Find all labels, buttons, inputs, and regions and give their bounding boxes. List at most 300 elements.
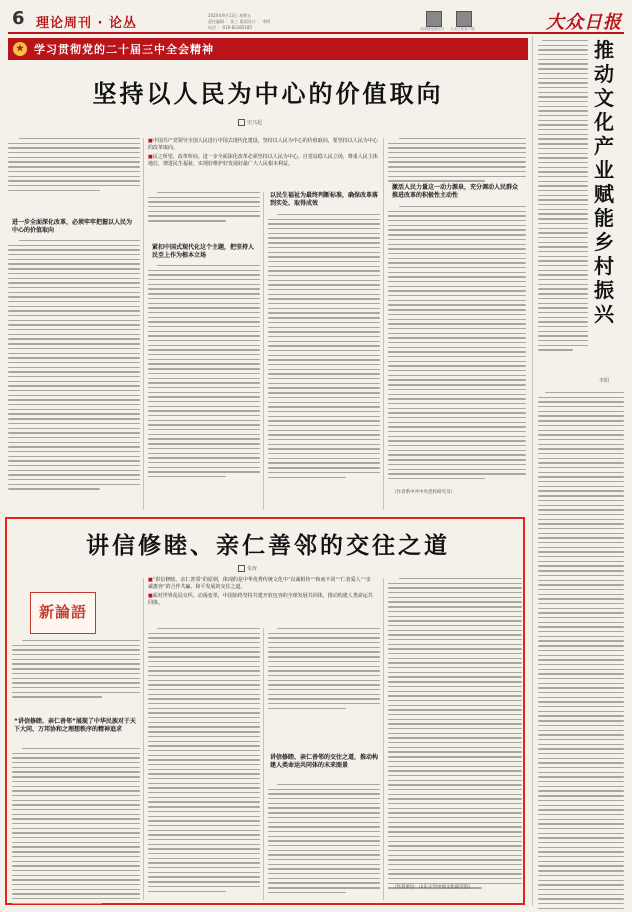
body-text-line: [538, 645, 624, 646]
body-text-line: [8, 296, 140, 297]
body-text-line: [388, 431, 526, 432]
body-text-line: [388, 859, 522, 860]
body-text-line: [538, 715, 624, 716]
body-text-line: [268, 252, 380, 253]
body-text-line: [538, 171, 588, 172]
body-text-line: [538, 589, 624, 590]
body-text-line: [148, 806, 260, 807]
body-text-line: [268, 467, 380, 468]
body-text-line: [8, 301, 140, 302]
body-text-line: [388, 225, 526, 226]
article2-title: 讲信修睦、亲仁善邻的交往之道: [86, 533, 450, 559]
body-text-line: [538, 608, 624, 609]
body-text-line: [388, 592, 522, 593]
body-text-line: [538, 814, 624, 815]
body-text-line: [268, 878, 380, 879]
body-text-line: [388, 616, 522, 617]
body-text-line: [268, 378, 380, 379]
body-text-line: [268, 798, 380, 799]
body-text-line: [268, 425, 380, 426]
body-text-line: [538, 411, 624, 412]
body-text-line: [148, 726, 260, 727]
body-text-line: [538, 157, 588, 158]
body-text-line: [388, 166, 526, 167]
body-text-line: [388, 319, 526, 320]
body-text-line: [268, 327, 380, 328]
body-text-line: [148, 867, 260, 868]
body-text-line: [388, 601, 522, 602]
body-text-line: [12, 692, 140, 693]
body-text-line: [148, 708, 260, 709]
body-text-line: [12, 687, 140, 688]
body-text-line: [12, 663, 140, 664]
body-text-line: [268, 703, 380, 704]
body-text-line: [268, 453, 380, 454]
body-text-line: [538, 101, 588, 102]
body-text-line: [538, 612, 624, 613]
body-text-line: [538, 659, 624, 660]
column-divider: [143, 578, 144, 900]
body-text-line: [148, 731, 260, 732]
column-divider: [383, 578, 384, 900]
body-text-line: [148, 684, 260, 685]
body-text-line: [399, 138, 526, 139]
body-text-line: [268, 807, 380, 808]
byline-box-icon: [238, 119, 245, 126]
body-text-line: [148, 392, 260, 393]
body-text-line: [388, 403, 526, 404]
body-text-line: [388, 789, 522, 790]
body-text-line: [388, 620, 522, 621]
body-text-line: [388, 176, 526, 177]
body-text-line: [388, 850, 522, 851]
body-text-line: [542, 40, 588, 41]
body-text-line: [538, 129, 588, 130]
body-text-line: [388, 370, 526, 371]
body-text-line: [268, 280, 380, 281]
body-text-line: [12, 814, 140, 815]
body-text-line: [148, 811, 260, 812]
body-text-line: [538, 870, 624, 871]
body-text-line: [538, 673, 624, 674]
body-text-line: [538, 861, 624, 862]
body-text-line: [268, 458, 380, 459]
body-text-line: [388, 389, 526, 390]
body-text-line: [538, 884, 624, 885]
body-text-line: [12, 889, 140, 890]
body-text-line: [148, 382, 260, 383]
body-text-line: [538, 650, 624, 651]
body-text-line: [538, 561, 624, 562]
body-text-line: [277, 628, 380, 629]
phone-line: 电话 ： 010-83185185: [208, 25, 252, 30]
body-text-line: [388, 625, 522, 626]
body-text-line: [388, 426, 526, 427]
body-text-line: [268, 256, 380, 257]
body-text-line: [268, 694, 380, 695]
body-text-line: [388, 705, 522, 706]
body-text-line: [148, 633, 260, 634]
body-text-line: [8, 460, 140, 461]
body-text-line: [12, 767, 140, 768]
body-text-line: [148, 373, 260, 374]
body-text-line: [268, 859, 380, 860]
body-text-line: [388, 333, 526, 334]
body-text-line: [538, 837, 624, 838]
body-text-line: [268, 298, 380, 299]
body-text-line: [538, 176, 588, 177]
body-text-line: [8, 249, 140, 250]
body-text-line: [538, 790, 624, 791]
body-text-line: [12, 757, 140, 758]
body-text-line: [148, 750, 260, 751]
body-text-line: [268, 303, 380, 304]
body-text-line: [538, 124, 588, 125]
body-text-line: [8, 385, 140, 386]
body-text-line: [538, 575, 624, 576]
column-divider: [383, 138, 384, 510]
body-text-line: [538, 148, 588, 149]
body-text-line: [268, 439, 380, 440]
body-text-line: [388, 634, 522, 635]
body-text-line: [268, 680, 380, 681]
body-text-line: [268, 233, 380, 234]
bullet-icon: ■: [148, 138, 153, 144]
body-text-line: [388, 733, 522, 734]
body-text-line: [8, 254, 140, 255]
body-text-line: [388, 878, 522, 879]
body-text-line: [8, 446, 140, 447]
body-text-line: [388, 375, 526, 376]
body-text-line: [148, 886, 260, 887]
body-text-line: [538, 819, 624, 820]
body-text-line: [148, 675, 260, 676]
body-text-line: [148, 312, 260, 313]
body-text-line: [538, 335, 588, 336]
body-text-line: [388, 314, 526, 315]
body-text-line: [538, 59, 588, 60]
body-text-line: [538, 312, 588, 313]
body-text-line: [388, 751, 522, 752]
article2-subhead-1: “讲信修睦、亲仁善邻”展现了中华民族对于天下大同、万邦协和之理想秩序的精神追求: [14, 718, 136, 733]
side-article-column-top: [538, 40, 588, 354]
body-text-line: [12, 846, 140, 847]
body-text-line: [8, 367, 140, 368]
body-text-line: [538, 256, 588, 257]
abstract-text: 民之所望，改革所向。进一步全面深化改革必须坚持以人民为中心，自觉站稳人民立场，尊重人民主体地位，增进民生福祉，实现好维护好发展好最广大人民根本利益。: [148, 154, 378, 167]
body-text-line: [268, 364, 380, 365]
body-text-line: [12, 861, 140, 862]
body-text-line: [538, 687, 624, 688]
body-text-line: [538, 734, 624, 735]
body-text-line: [538, 434, 624, 435]
body-text-line: [268, 237, 380, 238]
body-text-line: [538, 345, 588, 346]
body-text-line: [538, 683, 624, 684]
body-text-line: [148, 698, 260, 699]
body-text-line: [268, 661, 380, 662]
body-text-line: [538, 805, 624, 806]
body-text-line: [148, 467, 260, 468]
body-text-line: [388, 309, 526, 310]
column-divider: [263, 192, 264, 510]
body-text-line: [148, 694, 260, 695]
body-text-line: [388, 152, 526, 153]
body-text-line: [12, 649, 140, 650]
body-text-line: [148, 220, 226, 221]
body-text-line: [268, 402, 380, 403]
body-text-line: [538, 495, 624, 496]
body-text-line: [8, 306, 140, 307]
body-text-line: [538, 349, 573, 350]
body-text-line: [8, 315, 140, 316]
article2-author-note: （作者单位：山东大学中国文化研究院）: [392, 885, 473, 890]
body-text-line: [12, 823, 140, 824]
body-text-line: [538, 143, 588, 144]
editors-line: 责任编辑 ： 张三 版面设计 ： 李四: [208, 19, 271, 24]
body-text-line: [148, 778, 260, 779]
body-text-line: [388, 262, 526, 263]
article1-subhead-2: 紧扣中国式现代化这个主题，把坚持人民至上作为根本立场: [152, 244, 255, 259]
body-text-line: [268, 434, 380, 435]
body-text-line: [268, 873, 380, 874]
body-text-line: [538, 279, 588, 280]
body-text-line: [148, 862, 260, 863]
body-text-line: [538, 490, 624, 491]
body-text-line: [538, 856, 624, 857]
body-text-line: [538, 865, 624, 866]
body-text-line: [268, 666, 380, 667]
body-text-line: [268, 892, 346, 893]
abstract-paragraph: [148, 577, 374, 591]
body-text-line: [268, 826, 380, 827]
body-text-line: [538, 706, 624, 707]
body-text-line: [12, 884, 140, 885]
body-text-line: [388, 639, 522, 640]
body-text-line: [268, 312, 380, 313]
body-text-line: [388, 737, 522, 738]
body-text-line: [388, 695, 522, 696]
body-text-line: [148, 321, 260, 322]
body-text-line: [538, 486, 624, 487]
body-text-line: [8, 479, 140, 480]
body-text-line: [388, 408, 526, 409]
abstract-text: 中国共产党领导全国人民进行中国式现代化建设，坚持以人民为中心的价值取向，要坚持以人民为中心的改革取向。: [148, 138, 378, 151]
body-text-line: [388, 361, 526, 362]
body-text-line: [388, 281, 526, 282]
body-text-line: [538, 640, 624, 641]
body-text-line: [388, 469, 526, 470]
body-text-line: [268, 789, 380, 790]
body-text-line: [538, 711, 624, 712]
body-text-line: [388, 454, 526, 455]
body-text-line: [538, 213, 588, 214]
body-text-line: [538, 87, 588, 88]
body-text-line: [388, 775, 522, 776]
body-text-line: [268, 812, 380, 813]
body-text-line: [538, 720, 624, 721]
body-text-line: [148, 215, 260, 216]
body-text-line: [148, 317, 260, 318]
body-text-line: [538, 617, 624, 618]
body-text-line: [157, 265, 260, 266]
body-text-line: [268, 383, 380, 384]
body-text-line: [268, 651, 380, 652]
body-text-line: [538, 772, 624, 773]
body-text-line: [268, 392, 380, 393]
body-text-line: [388, 356, 526, 357]
body-text-line: [388, 272, 526, 273]
body-text-line: [538, 481, 624, 482]
body-text-line: [388, 384, 526, 385]
body-text-line: [148, 656, 260, 657]
body-text-line: [388, 295, 526, 296]
body-text-line: [8, 324, 140, 325]
body-text-line: [538, 317, 588, 318]
body-text-line: [268, 817, 380, 818]
body-text-line: [148, 345, 260, 346]
body-text-line: [388, 770, 522, 771]
body-text-line: [388, 248, 526, 249]
body-text-line: [388, 817, 522, 818]
body-text-line: [538, 744, 624, 745]
body-text-line: [538, 430, 624, 431]
body-text-line: [538, 73, 588, 74]
body-text-line: [538, 603, 624, 604]
body-text-line: [148, 820, 260, 821]
body-text-line: [388, 286, 526, 287]
body-text-line: [268, 462, 380, 463]
masthead: [8, 6, 624, 34]
body-text-line: [388, 239, 526, 240]
body-text-line: [148, 410, 260, 411]
body-text-line: [388, 161, 526, 162]
body-text-line: [12, 673, 140, 674]
body-text-line: [538, 598, 624, 599]
body-text-line: [148, 712, 260, 713]
body-text-line: [538, 908, 624, 909]
body-text-line: [8, 404, 140, 405]
body-text-line: [8, 329, 140, 330]
body-text-line: [538, 293, 588, 294]
body-text-line: [148, 335, 260, 336]
body-text-line: [538, 655, 624, 656]
body-text-line: [148, 270, 260, 271]
body-text-line: [538, 776, 624, 777]
body-text-line: [388, 794, 522, 795]
body-text-line: [8, 273, 140, 274]
body-text-line: [388, 780, 522, 781]
body-text-line: [538, 753, 624, 754]
body-text-line: [148, 293, 260, 294]
body-text-line: [388, 766, 522, 767]
body-text-line: [538, 847, 624, 848]
body-text-line: [148, 769, 260, 770]
body-text-line: [268, 420, 380, 421]
body-text-line: [538, 800, 624, 801]
issue-date: 2024年9月13日 星期五: [208, 13, 252, 18]
body-text-line: [538, 730, 624, 731]
body-text-line: [157, 628, 260, 629]
body-text-line: [148, 642, 260, 643]
column-badge-text: 新論語: [38, 603, 87, 621]
article1-abstract: [148, 138, 380, 170]
body-text-line: [268, 247, 380, 248]
body-text-line: [388, 691, 522, 692]
article1-column-2b: [148, 265, 260, 481]
body-text-line: [538, 115, 588, 116]
body-text-line: [388, 290, 526, 291]
qr-code-label: 大众日报客户端: [450, 27, 475, 31]
body-text-line: [388, 709, 522, 710]
body-text-line: [148, 759, 260, 760]
body-text-line: [8, 278, 140, 279]
body-text-line: [8, 465, 140, 466]
body-text-line: [12, 753, 140, 754]
side-article-byline: 李阳: [598, 378, 609, 384]
body-text-line: [8, 353, 140, 354]
banner-text: 学习贯彻党的二十届三中全会精神: [34, 43, 214, 56]
body-text-line: [538, 153, 588, 154]
body-text-line: [538, 218, 588, 219]
body-text-line: [148, 783, 260, 784]
topic-banner: [8, 38, 528, 60]
abstract-paragraph: [148, 593, 374, 607]
body-text-line: [538, 246, 588, 247]
newspaper-logo: 大众日报: [546, 12, 622, 33]
body-text-line: [268, 336, 380, 337]
body-text-line: [268, 836, 380, 837]
body-text-line: [538, 110, 588, 111]
body-text-line: [148, 420, 260, 421]
body-text-line: [538, 551, 624, 552]
body-text-line: [388, 864, 522, 865]
body-text-line: [388, 798, 522, 799]
body-text-line: [538, 467, 624, 468]
body-text-line: [148, 429, 260, 430]
body-text-line: [388, 440, 526, 441]
body-text-line: [148, 457, 260, 458]
body-text-line: [538, 406, 624, 407]
body-text-line: [8, 371, 140, 372]
body-text-line: [148, 274, 260, 275]
body-text-line: [148, 666, 260, 667]
body-text-line: [148, 406, 260, 407]
body-text-line: [538, 462, 624, 463]
body-text-line: [268, 850, 380, 851]
body-text-line: [388, 445, 526, 446]
header-info: [208, 13, 270, 31]
bullet-icon: ■: [148, 154, 153, 160]
body-text-line: [268, 261, 380, 262]
body-text-line: [12, 832, 140, 833]
body-text-line: [538, 204, 588, 205]
body-text-line: [8, 484, 140, 485]
body-text-line: [8, 451, 140, 452]
body-text-line: [148, 722, 260, 723]
body-text-line: [148, 876, 260, 877]
body-text-line: [388, 742, 522, 743]
body-text-line: [388, 676, 522, 677]
body-text-line: [538, 748, 624, 749]
body-text-line: [268, 845, 380, 846]
body-text-line: [148, 279, 260, 280]
body-text-line: [388, 831, 522, 832]
body-text-line: [148, 387, 260, 388]
article1-column-4b: [388, 206, 526, 483]
body-text-line: [268, 350, 380, 351]
body-text-line: [268, 670, 380, 671]
